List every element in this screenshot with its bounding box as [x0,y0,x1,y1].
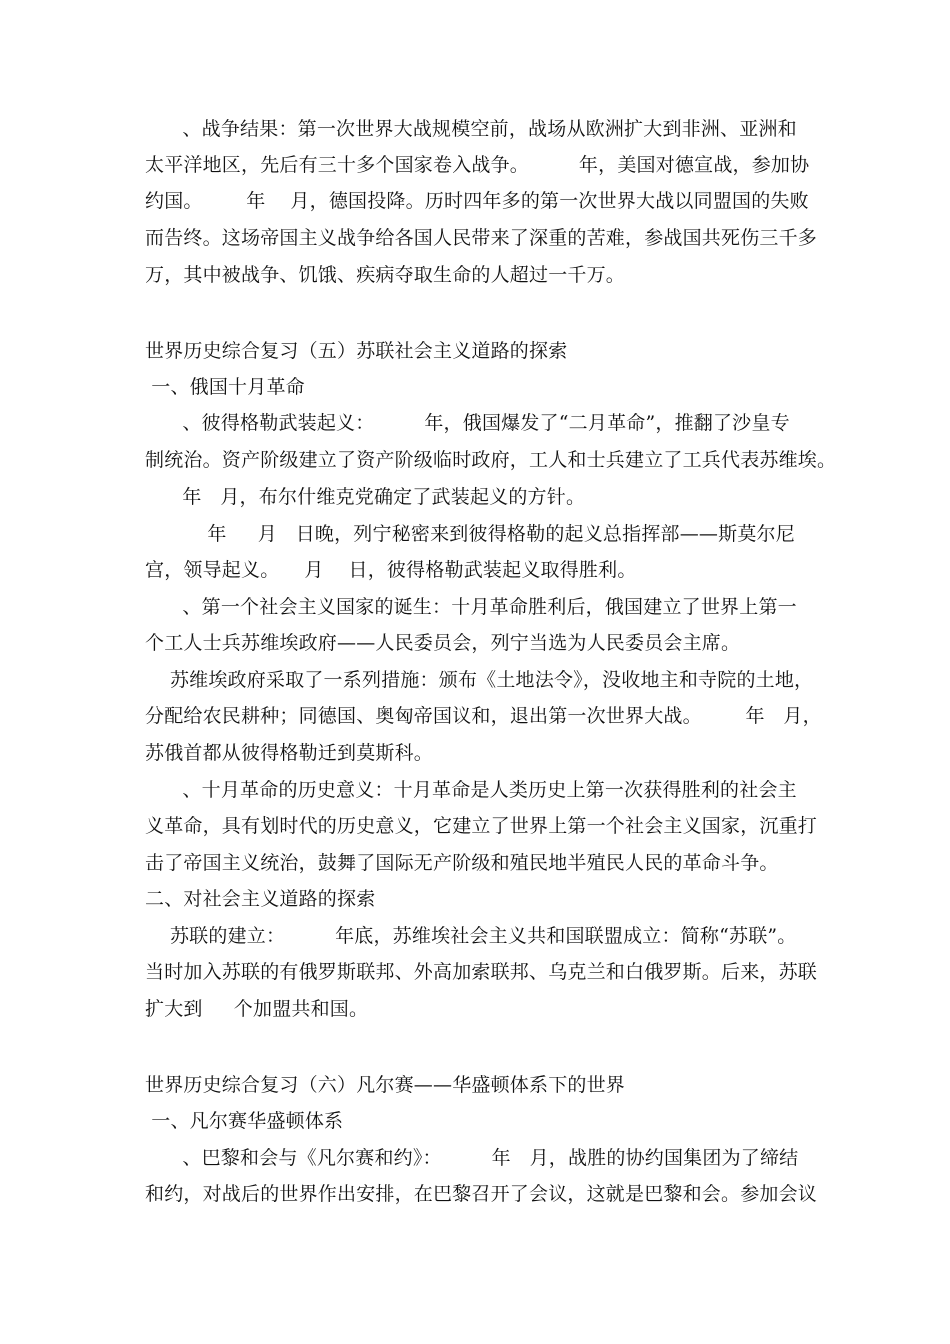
text-line: 个工人士兵苏维埃政府——人民委员会，列宁当选为人民委员会主席。 [145,632,741,654]
text-line: 、彼得格勒武装起义： 年，俄国爆发了“二月革命”，推翻了沙皇专 [145,412,790,434]
text-line: 苏俄首都从彼得格勒迁到莫斯科。 [145,742,434,764]
section-heading: 一、凡尔赛华盛顿体系 [145,1110,344,1132]
text-line: 、十月革命的历史意义：十月革命是人类历史上第一次获得胜利的社会主 [145,779,797,801]
text-line: 约国。 年 月，德国投降。历时四年多的第一次世界大战以同盟国的失败 [145,190,809,212]
text-line: 制统治。资产阶级建立了资产阶级临时政府，工人和士兵建立了工兵代表苏维埃。 [145,449,837,471]
text-line: 宫，领导起义。 月 日，彼得格勒武装起义取得胜利。 [145,559,637,581]
text-line: 、第一个社会主义国家的诞生：十月革命胜利后，俄国建立了世界上第一 [145,596,797,618]
text-line: 而告终。这场帝国主义战争给各国人民带来了深重的苦难，参战国共死伤三千多 [145,227,818,249]
text-line: 万，其中被战争、饥饿、疾病夺取生命的人超过一千万。 [145,264,626,286]
text-line: 分配给农民耕种；同德国、奥匈帝国议和，退出第一次世界大战。 年 月， [145,705,822,727]
text-line: 、战争结果：第一次世界大战规模空前，战场从欧洲扩大到非洲、亚洲和 [145,118,797,140]
text-line: 和约，对战后的世界作出安排，在巴黎召开了会议，这就是巴黎和会。参加会议 [145,1183,818,1205]
text-line: 击了帝国主义统治，鼓舞了国际无产阶级和殖民地半殖民人民的革命斗争。 [145,852,779,874]
section-heading: 一、俄国十月革命 [145,376,305,398]
text-line: 扩大到 个加盟共和国。 [145,998,369,1020]
text-line: 苏维埃政府采取了一系列措施：颁布《土地法令》，没收地主和寺院的土地， [145,669,814,691]
text-line: 苏联的建立： 年底，苏维埃社会主义共和国联盟成立：简称“苏联”。 [145,925,797,947]
section-title: 世界历史综合复习（六）凡尔赛——华盛顿体系下的世界 [145,1074,626,1096]
text-line: 义革命，具有划时代的历史意义，它建立了世界上第一个社会主义国家，沉重打 [145,815,818,837]
text-line: 年 月 日晚，列宁秘密来到彼得格勒的起义总指挥部——斯莫尔尼 [145,523,795,545]
text-line: 年 月，布尔什维克党确定了武装起义的方针。 [145,486,586,508]
section-heading: 二、对社会主义道路的探索 [145,888,376,910]
text-line: 当时加入苏联的有俄罗斯联邦、外高加索联邦、乌克兰和白俄罗斯。后来，苏联 [145,961,818,983]
text-line: 太平洋地区，先后有三十多个国家卷入战争。 年，美国对德宣战，参加协 [145,154,810,176]
section-title: 世界历史综合复习（五）苏联社会主义道路的探索 [145,340,568,362]
text-line: 、巴黎和会与《凡尔赛和约》： 年 月，战胜的协约国集团为了缔结 [145,1147,799,1169]
